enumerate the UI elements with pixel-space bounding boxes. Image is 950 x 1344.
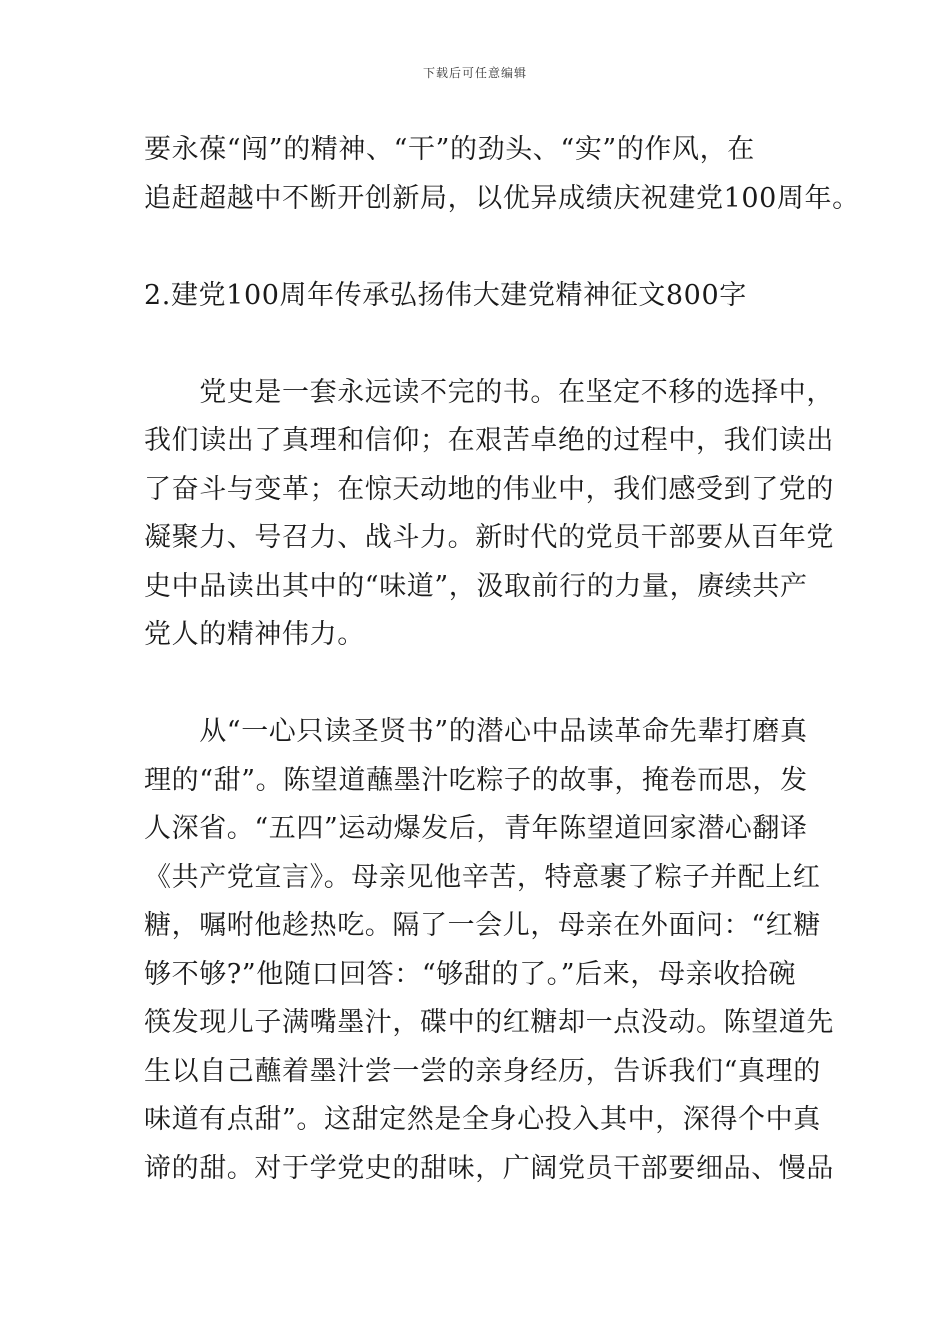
text-line: 理的“甜”。陈望道蘸墨汁吃粽子的故事，掩卷而思，发: [144, 764, 808, 796]
paragraph-1: [144, 126, 860, 223]
text-line: 够不够?”他随口回答：“够甜的了。”后来，母亲收拾碗: [144, 958, 796, 990]
text-line: 《共产党宣言》。母亲见他辛苦，特意裹了粽子并配上红: [144, 861, 821, 893]
paragraph-spacer: [144, 660, 810, 709]
page-header: 下载后可任意编辑: [422, 66, 527, 80]
text-line: 党人的精神伟力。: [144, 619, 365, 650]
text-line: 味道有点甜”。这甜定然是全身心投入其中，深得个中真: [144, 1104, 821, 1135]
paragraph-spacer: [144, 223, 810, 272]
text-line: 要永葆“闯”的精神、“干”的劲头、“实”的作风，在: [144, 134, 755, 165]
text-line: 生以自己蘸着墨汁尝一尝的亲身经历，告诉我们“真理的: [144, 1055, 821, 1087]
section-heading: [144, 272, 810, 321]
paragraph-2: [144, 369, 834, 660]
paragraph-3: [144, 708, 834, 1193]
text-line: 了奋斗与变革；在惊天动地的伟业中，我们感受到了党的: [144, 473, 834, 505]
text-line: 我们读出了真理和信仰；在艰苦卓绝的过程中，我们读出: [144, 425, 834, 456]
text-line: 追赶超越中不断开创新局，以优异成绩庆祝建党100周年。: [144, 182, 860, 214]
text-line: 凝聚力、号召力、战斗力。新时代的党员干部要从百年党: [144, 522, 834, 553]
text-line: 党史是一套永远读不完的书。在坚定不移的选择中，: [144, 376, 834, 408]
paragraph-spacer: [144, 320, 810, 369]
text-line: 史中品读出其中的“味道”，汲取前行的力量，赓续共产: [144, 570, 808, 602]
document-body: [144, 126, 860, 1193]
heading-line: 2.建党100周年传承弘扬伟大建党精神征文800字: [144, 279, 747, 311]
text-line: 谛的甜。对于学党史的甜味，广阔党员干部要细品、慢品: [144, 1152, 834, 1184]
text-line: 糖，嘱咐他趁热吃。隔了一会儿，母亲在外面问：“红糖: [144, 910, 821, 941]
text-line: 从“一心只读圣贤书”的潜心中品读革命先辈打磨真: [144, 716, 808, 747]
text-line: 人深省。“五四”运动爆发后，青年陈望道回家潜心翻译: [144, 813, 808, 844]
text-line: 筷发现儿子满嘴墨汁，碟中的红糖却一点没动。陈望道先: [144, 1007, 834, 1038]
